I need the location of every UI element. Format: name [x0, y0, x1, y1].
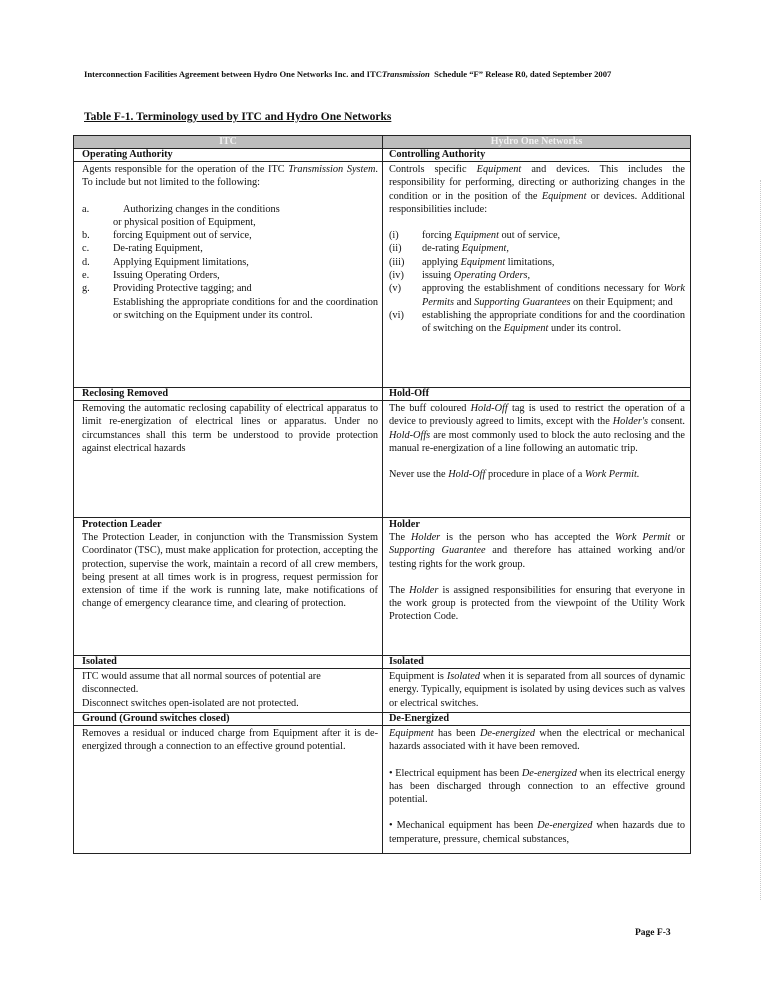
column-header-hydro-one: Hydro One Networks — [383, 136, 691, 149]
list-item: g. Providing Protective tagging; and — [82, 283, 252, 295]
scan-edge-mark — [760, 180, 763, 900]
paragraph: The Holder is assigned responsibilities for ensuring that everyone in the work group is protected from the viewpoint of the Utility Work Protection Code. — [389, 584, 685, 623]
list-item: (ii) de-rating Equipment, — [389, 243, 509, 255]
term-isolated-itc: Isolated — [74, 656, 383, 669]
definition-protection-leader — [74, 518, 383, 656]
paragraph: Equipment has been De-energized when the electrical or mechanical hazards associated with it have been removed. — [389, 728, 685, 753]
list-item: c. De-rating Equipment, — [82, 243, 203, 255]
term-row-header — [74, 656, 691, 669]
definition-row — [74, 669, 691, 713]
list-item: b. forcing Equipment out of service, — [82, 230, 252, 242]
term-hold-off: Hold-Off — [383, 388, 691, 401]
list-item: (vi) establishing the appropriate conditions for and the coordination of switching on the Equipment under its control. — [389, 309, 685, 335]
definition-row — [74, 401, 691, 518]
paragraph: Never use the Hold-Off procedure in place of a Work Permit. — [389, 469, 640, 481]
paragraph: • Electrical equipment has been De-energized when its electrical energy has been discharged through connection to an effective ground potential. — [389, 767, 685, 806]
term-row-header — [74, 713, 691, 726]
definition-operating-authority — [74, 162, 383, 388]
term-isolated-hydro-one: Isolated — [383, 656, 691, 669]
paragraph: The buff coloured Hold-Off tag is used to restrict the operation of a device to previously agreed to limits, except with the Holder's consent. Hold-Offs are most commonly used to block the auto reclosing and the manual re-energization of a line following an automatic trip. — [389, 403, 686, 454]
paragraph: ITC would assume that all normal sources of potential are disconnected. — [82, 671, 321, 696]
list-item: (iii) applying Equipment limitations, — [389, 256, 555, 268]
definition-reclosing-removed: Removing the automatic reclosing capability of electrical apparatus to limit re-energization of electrical lines or apparatus. Under no circumstances shall this term be understood to provide protection against electrical hazards — [74, 401, 383, 518]
paragraph: • Mechanical equipment has been De-energized when hazards due to temperature, pressure, chemical substances, — [389, 820, 685, 845]
header-italic-text: Transmission — [381, 69, 430, 79]
definition-row — [74, 726, 691, 854]
definition-holder — [383, 518, 691, 656]
definition-hold-off — [383, 401, 691, 518]
definition-ground: Removes a residual or induced charge from Equipment after it is de-energized through a connection to an effective ground potential. — [74, 726, 383, 854]
list-item: (iv) issuing Operating Orders, — [389, 270, 531, 282]
page-header — [84, 69, 611, 79]
term-operating-authority: Operating Authority — [74, 149, 383, 162]
responsibility-list — [82, 203, 378, 296]
table-title: Table F-1. Terminology used by ITC and Hydro One Networks — [84, 111, 392, 123]
responsibility-tail: Establishing the appropriate conditions for and the coordination or switching on the Equipment under its control. — [113, 296, 378, 321]
responsibility-list — [389, 229, 685, 335]
list-item: d. Applying Equipment limitations, — [82, 256, 249, 268]
definition-intro: Agents responsible for the operation of the ITC Transmission System. To include but not limited to the following: — [82, 164, 378, 189]
term-reclosing-removed: Reclosing Removed — [74, 388, 383, 401]
column-header-row — [74, 136, 691, 149]
definition-isolated-itc — [74, 669, 383, 713]
definition-isolated-hydro-one: Equipment is Isolated when it is separated from all sources of dynamic energy. Typically, equipment is isolated by using devices such as valves or electrical switches. — [383, 669, 691, 713]
term-controlling-authority: Controlling Authority — [383, 149, 691, 162]
definition-intro: Controls specific Equipment and devices. This includes the responsibility for performing, directing or authorizing changes in the condition or in the position of the Equipment or devices. Additional responsibilities include: — [389, 164, 686, 215]
term-row-header — [74, 149, 691, 162]
header-tail-text: Schedule “F” Release R0, dated September 2007 — [429, 69, 612, 79]
term-ground: Ground (Ground switches closed) — [74, 713, 383, 726]
paragraph: The Holder is the person who has accepted the Work Permit or Supporting Guarantee and therefore has attained working and/or testing rights for the work group. — [389, 532, 685, 570]
terminology-table — [73, 135, 691, 854]
term-holder: Holder — [389, 519, 420, 530]
definition-row — [74, 518, 691, 656]
term-protection-leader: Protection Leader — [82, 519, 162, 530]
paragraph: Disconnect switches open-isolated are not protected. — [82, 697, 299, 709]
list-item: (i) forcing Equipment out of service, — [389, 230, 561, 242]
paragraph: The Protection Leader, in conjunction with the Transmission System Coordinator (TSC), must make application for protection, accepting the protection, supervise the work, maintain a record of all crew members, being present at all times work is in progress, request permission for extension of time if the work is running late, make notifications of change of emergency clearance time, and clearing of protection. — [82, 532, 378, 610]
column-header-itc: ITC — [74, 136, 383, 149]
definition-controlling-authority — [383, 162, 691, 388]
definition-row — [74, 162, 691, 388]
list-item: a. Authorizing changes in the conditions — [82, 203, 280, 215]
term-de-energized: De-Energized — [383, 713, 691, 726]
header-main-text: Interconnection Facilities Agreement between Hydro One Networks Inc. and ITC — [84, 69, 382, 79]
list-item: e. Issuing Operating Orders, — [82, 270, 220, 282]
term-row-header — [74, 388, 691, 401]
page-number: Page F-3 — [635, 928, 671, 938]
list-item: (v) approving the establishment of conditions necessary for Work Permits and Supporting Guarantees on their Equipment; and — [389, 283, 685, 308]
list-item: or physical position of Equipment, — [113, 216, 256, 228]
definition-de-energized — [383, 726, 691, 854]
